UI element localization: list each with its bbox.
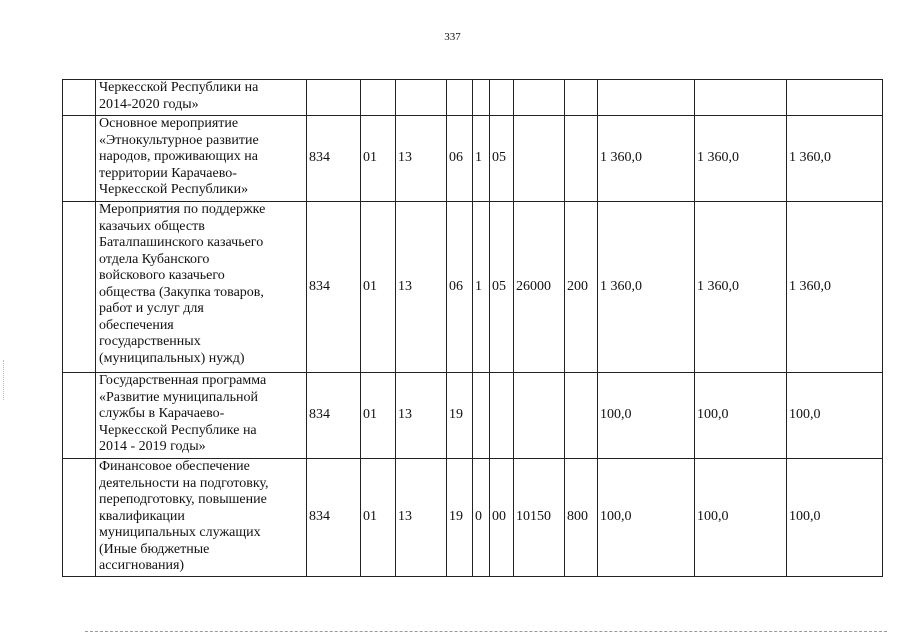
page-number: 337 (444, 31, 461, 43)
item-name-line: (Иные бюджетные (99, 541, 210, 557)
target-article-event-cell: 00 (490, 459, 514, 577)
table-row (63, 202, 883, 373)
expense-type-cell: 800 (565, 459, 598, 577)
amount-year2-cell: 1 360,0 (695, 202, 787, 373)
amount-year3-cell: 100,0 (787, 459, 883, 577)
item-name-line: войскового казачьего (99, 268, 225, 283)
section-code-cell: 01 (361, 116, 396, 202)
item-name-line: Черкесской Республики на (99, 80, 259, 95)
amount-year2-cell: 100,0 (695, 459, 787, 577)
item-name-cell (96, 373, 307, 459)
budget-table-body (63, 80, 883, 577)
subsection-code-cell (396, 80, 447, 116)
subsection-code-cell: 13 (396, 459, 447, 577)
item-name-line: Черкесской Республике на (99, 422, 257, 438)
target-article-subprogram-cell: 1 (473, 116, 490, 202)
item-name-line: общества (Закупка товаров, (99, 284, 264, 300)
target-article-subprogram-cell (473, 80, 490, 116)
amount-year3-cell: 1 360,0 (787, 202, 883, 373)
item-name-line: 2014 - 2019 годы» (99, 439, 206, 454)
budget-table (62, 79, 883, 577)
item-name-line: деятельности на подготовку, (99, 475, 269, 491)
section-code-cell: 01 (361, 459, 396, 577)
target-article-event-cell: 05 (490, 116, 514, 202)
target-article-program-cell: 06 (447, 202, 473, 373)
row-number-cell (63, 373, 96, 459)
target-article-direction-cell (514, 116, 565, 202)
amount-year1-cell: 1 360,0 (598, 116, 695, 202)
table-row (63, 116, 883, 202)
item-name-line: обеспечения (99, 317, 174, 333)
scan-edge-mark (3, 360, 5, 400)
item-name-line: переподготовку, повышение (99, 492, 267, 507)
target-article-event-cell (490, 373, 514, 459)
amount-year1-cell: 1 360,0 (598, 202, 695, 373)
item-name-line: Основное мероприятие (99, 116, 239, 131)
item-name-cell (96, 202, 307, 373)
target-article-program-cell: 06 (447, 116, 473, 202)
expense-type-cell (565, 116, 598, 202)
amount-year2-cell: 1 360,0 (695, 116, 787, 202)
item-name-line: работ и услуг для (99, 301, 204, 316)
page-bottom-rule (85, 631, 887, 632)
target-article-direction-cell: 26000 (514, 202, 565, 373)
expense-type-cell (565, 80, 598, 116)
item-name-line: службы в Карачаево- (99, 406, 225, 421)
item-name-line: «Этнокультурное развитие (99, 132, 259, 148)
item-name-line: квалификации (99, 508, 185, 524)
amount-year3-cell: 1 360,0 (787, 116, 883, 202)
item-name-line: народов, проживающих на (99, 149, 258, 164)
row-number-cell (63, 116, 96, 202)
section-code-cell (361, 80, 396, 116)
target-article-subprogram-cell: 0 (473, 459, 490, 577)
item-name-line: Черкесской Республики» (99, 182, 249, 197)
expense-type-cell: 200 (565, 202, 598, 373)
target-article-subprogram-cell (473, 373, 490, 459)
grbs-code-cell: 834 (307, 202, 361, 373)
target-article-direction-cell (514, 373, 565, 459)
target-article-program-cell: 19 (447, 373, 473, 459)
amount-year1-cell (598, 80, 695, 116)
table-row (63, 459, 883, 577)
grbs-code-cell: 834 (307, 459, 361, 577)
target-article-direction-cell (514, 80, 565, 116)
item-name-line: ассигнования) (99, 558, 185, 573)
item-name-line: отдела Кубанского (99, 251, 210, 267)
item-name-line: (муниципальных) нужд) (99, 350, 245, 366)
target-article-event-cell: 05 (490, 202, 514, 373)
subsection-code-cell: 13 (396, 116, 447, 202)
target-article-subprogram-cell: 1 (473, 202, 490, 373)
grbs-code-cell: 834 (307, 373, 361, 459)
amount-year3-cell: 100,0 (787, 373, 883, 459)
target-article-program-cell: 19 (447, 459, 473, 577)
amount-year2-cell: 100,0 (695, 373, 787, 459)
item-name-line: Баталпашинского казачьего (99, 235, 264, 250)
subsection-code-cell: 13 (396, 373, 447, 459)
section-code-cell: 01 (361, 202, 396, 373)
amount-year1-cell: 100,0 (598, 459, 695, 577)
grbs-code-cell: 834 (307, 116, 361, 202)
item-name-line: Мероприятия по поддержке (99, 202, 266, 217)
item-name-line: государственных (99, 334, 201, 349)
row-number-cell (63, 80, 96, 116)
item-name-cell (96, 116, 307, 202)
item-name-line: муниципальных служащих (99, 525, 261, 540)
item-name-line: территории Карачаево- (99, 165, 237, 181)
amount-year1-cell: 100,0 (598, 373, 695, 459)
target-article-event-cell (490, 80, 514, 116)
row-number-cell (63, 202, 96, 373)
item-name-line: 2014-2020 годы» (99, 96, 199, 112)
table-row (63, 80, 883, 116)
item-name-line: «Развитие муниципальной (99, 389, 258, 405)
target-article-program-cell (447, 80, 473, 116)
grbs-code-cell (307, 80, 361, 116)
row-number-cell (63, 459, 96, 577)
expense-type-cell (565, 373, 598, 459)
target-article-direction-cell: 10150 (514, 459, 565, 577)
amount-year3-cell (787, 80, 883, 116)
table-row (63, 373, 883, 459)
item-name-cell (96, 459, 307, 577)
amount-year2-cell (695, 80, 787, 116)
item-name-cell (96, 80, 307, 116)
section-code-cell: 01 (361, 373, 396, 459)
subsection-code-cell: 13 (396, 202, 447, 373)
item-name-line: казачьих обществ (99, 218, 205, 234)
item-name-line: Финансовое обеспечение (99, 459, 250, 474)
item-name-line: Государственная программа (99, 373, 267, 388)
